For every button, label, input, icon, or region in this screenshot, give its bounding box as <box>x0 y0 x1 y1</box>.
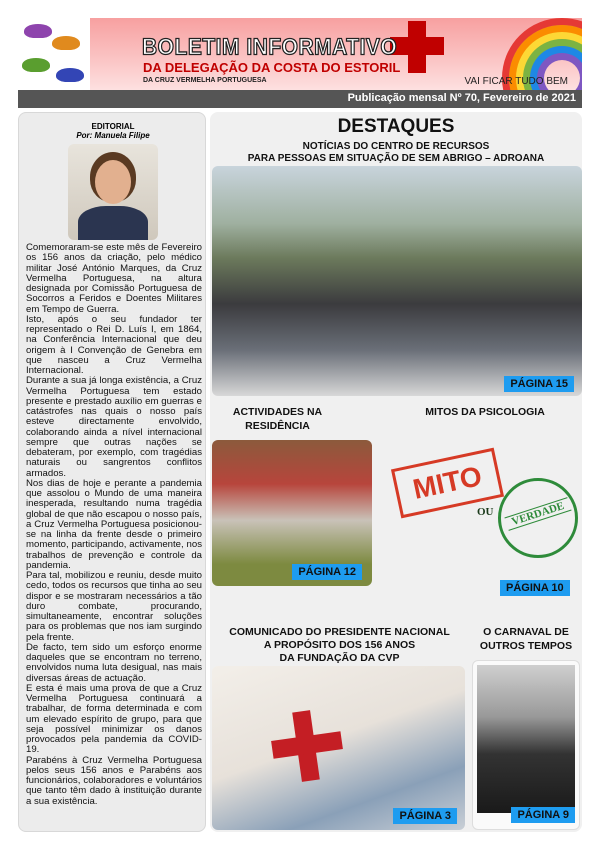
highlights-title: DESTAQUES <box>337 116 455 137</box>
paragraph: De facto, tem sido um esforço enorme daqueles que se encontram no terreno, envolvidos numa luta desigual, nas mais diversas áreas de actuação. <box>26 641 202 684</box>
myth-stamp: MITO <box>391 448 504 519</box>
masthead <box>18 18 582 90</box>
carnival-title-1: O CARNAVAL DE <box>483 626 569 638</box>
author-portrait <box>68 144 158 240</box>
paragraph: Parabéns à Cruz Vermelha Portuguesa pelos seus 156 anos e Parabéns aos funcionários, colaboradores e voluntários que tanto têm dado à instituição durante a sua existência. <box>26 754 202 807</box>
publication-info: Publicação mensal Nº 70, Fevereiro de 2021 <box>347 92 576 104</box>
page-10-badge[interactable]: PÁGINA 10 <box>500 580 570 596</box>
editorial-column <box>18 112 206 832</box>
motto: VAI FICAR TUDO BEM <box>464 76 568 87</box>
red-cross-flag-photo[interactable] <box>212 666 465 830</box>
carnival-masks-image <box>18 18 90 90</box>
editorial-text <box>26 243 202 807</box>
group-photo-adroana[interactable] <box>212 166 582 396</box>
or-label: OU <box>477 506 494 518</box>
carnival-old-photo[interactable] <box>472 660 580 830</box>
newsletter-subtitle: DA DELEGAÇÃO DA COSTA DO ESTORIL <box>143 60 401 75</box>
president-title-2: A PROPÓSITO DOS 156 ANOS <box>263 639 416 651</box>
paragraph: E esta é mais uma prova de que a Cruz Vermelha Portuguesa continuará a trabalhar, de forma determinada e com um elevado espírito de grupo, para que seja possível minimizar os danos provocados pela pandemia da COVID-19. <box>26 682 202 756</box>
page-15-badge[interactable]: PÁGINA 15 <box>504 376 574 392</box>
newsletter-title: BOLETIM INFORMATIVO <box>142 34 398 61</box>
activities-title-1: ACTIVIDADES NA <box>232 406 323 418</box>
editorial-author: Por: Manuela Filipe <box>76 131 150 140</box>
paragraph: Durante a sua já longa existência, a Cruz Vermelha Portuguesa tem estado presente e prestado auxílio em guerras e catástrofes nas quais o nosso país esteve directamente envolvido, colaborando ainda a nível internacional sempre que outras nações se debateram, por exemplo, com tragédias naturais ou sangrentos conflitos armados. <box>26 375 202 479</box>
main-story-title-2: PARA PESSOAS EM SITUAÇÃO DE SEM ABRIGO – ADROANA <box>247 153 545 164</box>
president-title-1: COMUNICADO DO PRESIDENTE NACIONAL <box>229 626 450 638</box>
paragraph: Nos dias de hoje e perante a pandemia que assolou o Mundo de uma maneira inesperada, resultando numa tragédia global de que não escapou o nosso país, a Cruz Vermelha Portuguesa posicionou-se na linha da frente desde o primeiro momento, participando, activamente, nos trabalhos de prevenção e controle da pandemia. <box>26 477 202 571</box>
paragraph: Comemoraram-se este mês de Fevereiro os 156 anos da criação, pelo médico militar José António Marques, da Cruz Vermelha Portuguesa, na altura designada por Comissão Portuguesa de Socorros a Feridos e Doentes Militares em Tempo de Guerra. <box>26 242 202 315</box>
truth-stamp-text: VERDADE <box>504 497 571 531</box>
main-story-title-1: NOTÍCIAS DO CENTRO DE RECURSOS <box>302 141 490 152</box>
editorial-heading: EDITORIAL <box>91 122 135 131</box>
page-3-badge[interactable]: PÁGINA 3 <box>393 808 457 824</box>
publication-bar <box>18 90 582 108</box>
activities-title-2: RESIDÊNCIA <box>245 420 310 432</box>
residence-photo[interactable] <box>212 440 372 586</box>
page-9-badge[interactable]: PÁGINA 9 <box>511 807 575 823</box>
newsletter-subtitle-2: DA CRUZ VERMELHA PORTUGUESA <box>143 77 267 84</box>
truth-stamp <box>498 478 578 558</box>
paragraph: Para tal, mobilizou e reuniu, desde muito cedo, todos os recursos que tinha ao seu dispor e se mostraram necessários a tão duro combate, procurando, simultaneamente, encontrar soluções para os problemas que nos iam surgindo pela frente. <box>26 570 202 643</box>
carnival-title-2: OUTROS TEMPOS <box>479 640 573 652</box>
paragraph: Isto, após o seu fundador ter representado o Rei D. Luís I, em 1864, na Conferência Internacional que deu origem à I Convenção de Genebra em que nasceu a Cruz Vermelha Internacional. <box>26 313 202 376</box>
myths-title: MITOS DA PSICOLOGIA <box>425 406 545 418</box>
page-12-badge[interactable]: PÁGINA 12 <box>292 564 362 580</box>
president-title-3: DA FUNDAÇÃO DA CVP <box>279 652 400 664</box>
red-cross-logo-bar <box>390 37 444 55</box>
